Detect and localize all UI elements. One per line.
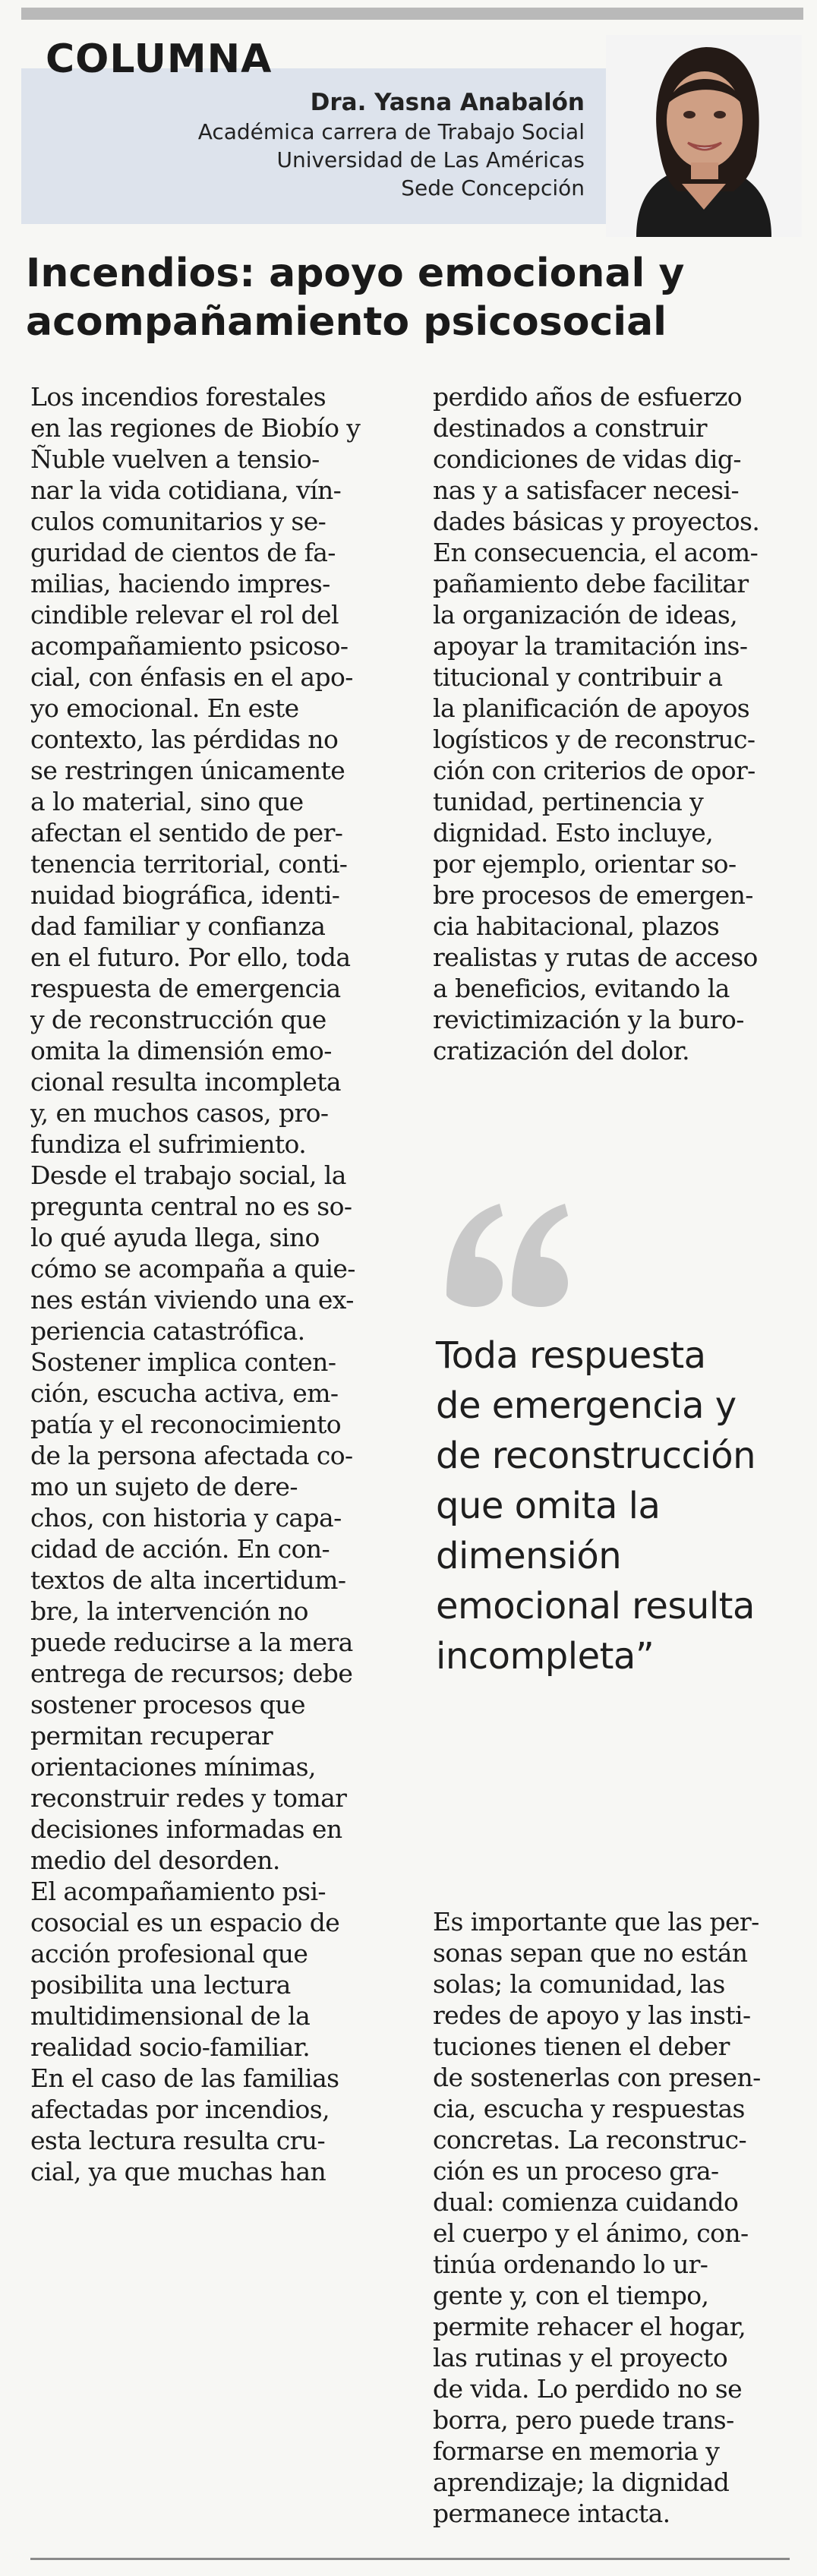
text-line: cosocial es un espacio de	[30, 1908, 340, 1937]
text-line: decisiones informadas en	[30, 1814, 342, 1844]
text-line: dades básicas y proyectos.	[433, 507, 760, 536]
text-line: en las regiones de Biobío y	[30, 413, 361, 443]
text-line: logísticos y de reconstruc-	[433, 724, 755, 754]
text-line: yo emocional. En este	[30, 693, 299, 723]
text-line: cia, escucha y respuestas	[433, 2094, 745, 2123]
text-line: y de reconstrucción que	[30, 1005, 326, 1034]
text-line: revictimización y la buro-	[433, 1005, 744, 1034]
text-line: nuidad biográfica, identi-	[30, 880, 340, 910]
text-line: periencia catastrófica.	[30, 1316, 305, 1346]
text-line: nas y a satisfacer necesi-	[433, 475, 740, 505]
text-line: lo qué ayuda llega, sino	[30, 1223, 320, 1252]
text-line: incompleta”	[436, 1635, 655, 1678]
text-line: cia habitacional, plazos	[433, 911, 720, 941]
headline-line: Incendios: apoyo emocional y	[26, 251, 685, 296]
text-line: en el futuro. Por ello, toda	[30, 942, 351, 972]
text-line: cidad de acción. En con-	[30, 1534, 330, 1564]
quote-open-icon	[439, 1196, 576, 1310]
text-line: permitan recuperar	[30, 1721, 273, 1750]
text-line: cional resulta incompleta	[30, 1067, 341, 1097]
text-line: nes están viviendo una ex-	[30, 1285, 354, 1315]
text-line: cratización del dolor.	[433, 1036, 690, 1065]
author-name: Dra. Yasna Anabalón	[310, 89, 585, 116]
text-line: realistas y rutas de acceso	[433, 942, 758, 972]
body-column-right-top	[433, 381, 790, 1066]
text-line: de la persona afectada co-	[30, 1441, 353, 1470]
text-line: concretas. La reconstruc-	[433, 2125, 747, 2155]
text-line: chos, con historia y capa-	[30, 1503, 342, 1533]
text-line: reconstruir redes y tomar	[30, 1783, 347, 1813]
text-line: realidad socio-familiar.	[30, 2032, 311, 2062]
text-line: cindible relevar el rol del	[30, 600, 339, 630]
text-line: Desde el trabajo social, la	[30, 1160, 346, 1190]
headline	[26, 249, 793, 346]
text-line: de emergencia y	[436, 1384, 737, 1427]
text-line: las rutinas y el proyecto	[433, 2343, 728, 2372]
text-line: cial, con énfasis en el apo-	[30, 662, 353, 692]
text-line: ción, escucha activa, em-	[30, 1378, 339, 1408]
text-line: solas; la comunidad, las	[433, 1969, 725, 1999]
text-line: Sostener implica conten-	[30, 1347, 336, 1377]
text-line: multidimensional de la	[30, 2001, 311, 2031]
text-line: gente y, con el tiempo,	[433, 2281, 709, 2310]
bottom-rule	[30, 2558, 790, 2560]
section-label: COLUMNA	[46, 36, 273, 82]
text-line: cial, ya que muchas han	[30, 2157, 326, 2186]
text-line: pañamiento debe facilitar	[433, 569, 749, 598]
body-column-left	[30, 381, 408, 2187]
text-line: redes de apoyo y las insti-	[433, 2000, 751, 2030]
text-line: fundiza el sufrimiento.	[30, 1129, 307, 1159]
text-line: sonas sepan que no están	[433, 1938, 748, 1968]
text-line: tunidad, pertinencia y	[433, 787, 704, 816]
text-line: apoyar la tramitación ins-	[433, 631, 748, 661]
text-line: Es importante que las per-	[433, 1907, 759, 1937]
pull-quote	[436, 1331, 800, 1681]
text-line: titucional y contribuir a	[433, 662, 723, 692]
text-line: cómo se acompaña a quie-	[30, 1254, 355, 1283]
text-line: culos comunitarios y se-	[30, 507, 326, 536]
text-line: dad familiar y confianza	[30, 911, 326, 941]
text-line: permanece intacta.	[433, 2499, 670, 2528]
text-line: dimensión	[436, 1535, 622, 1577]
author-affiliation-line: Sede Concepción	[401, 175, 585, 200]
text-line: El acompañamiento psi-	[30, 1877, 326, 1906]
text-line: bre procesos de emergen-	[433, 880, 753, 910]
text-line: posibilita una lectura	[30, 1970, 291, 2000]
text-line: respuesta de emergencia	[30, 974, 341, 1003]
text-line: que omita la	[436, 1485, 661, 1527]
text-line: aprendizaje; la dignidad	[433, 2467, 730, 2497]
text-line: de reconstrucción	[436, 1435, 756, 1477]
text-line: esta lectura resulta cru-	[30, 2126, 326, 2155]
text-line: Ñuble vuelven a tensio-	[30, 444, 320, 474]
headline-line: acompañamiento psicosocial	[26, 299, 667, 345]
text-line: medio del desorden.	[30, 1845, 280, 1875]
text-line: En consecuencia, el acom-	[433, 538, 759, 567]
text-line: mo un sujeto de dere-	[30, 1472, 298, 1501]
text-line: y, en muchos casos, pro-	[30, 1098, 329, 1128]
author-byline	[137, 87, 585, 202]
text-line: Los incendios forestales	[30, 382, 326, 412]
text-line: puede reducirse a la mera	[30, 1627, 353, 1657]
text-line: afectadas por incendios,	[30, 2095, 330, 2124]
text-line: tenencia territorial, conti-	[30, 849, 348, 879]
text-line: afectan el sentido de per-	[30, 818, 343, 848]
text-line: acción profesional que	[30, 1939, 308, 1968]
text-line: nar la vida cotidiana, vín-	[30, 475, 342, 505]
text-line: patía y el reconocimiento	[30, 1410, 342, 1439]
text-line: ción es un proceso gra-	[433, 2156, 719, 2186]
quote-glyph	[439, 1196, 576, 1310]
text-line: borra, pero puede trans-	[433, 2405, 734, 2435]
text-line: guridad de cientos de fa-	[30, 538, 336, 567]
text-line: emocional resulta	[436, 1585, 755, 1627]
text-line: tinúa ordenando lo ur-	[433, 2249, 708, 2279]
body-column-right-bottom	[433, 1906, 790, 2529]
text-line: textos de alta incertidum-	[30, 1565, 346, 1595]
text-line: milias, haciendo impres-	[30, 569, 330, 598]
text-line: acompañamiento psicoso-	[30, 631, 349, 661]
text-line: Toda respuesta	[436, 1334, 706, 1377]
text-line: el cuerpo y el ánimo, con-	[433, 2218, 749, 2248]
text-line: pregunta central no es so-	[30, 1192, 352, 1221]
author-affiliation-line: Universidad de Las Américas	[276, 147, 585, 172]
text-line: a beneficios, evitando la	[433, 974, 730, 1003]
text-line: de vida. Lo perdido no se	[433, 2374, 743, 2404]
text-line: a lo material, sino que	[30, 787, 304, 816]
text-line: la organización de ideas,	[433, 600, 738, 630]
text-line: dignidad. Esto incluye,	[433, 818, 714, 848]
text-line: destinados a construir	[433, 413, 707, 443]
text-line: bre, la intervención no	[30, 1596, 308, 1626]
text-line: la planificación de apoyos	[433, 693, 750, 723]
text-line: sostener procesos que	[30, 1690, 305, 1719]
text-line: tuciones tienen el deber	[433, 2031, 730, 2061]
text-line: En el caso de las familias	[30, 2063, 339, 2093]
text-line: entrega de recursos; debe	[30, 1659, 353, 1688]
text-line: perdido años de esfuerzo	[433, 382, 743, 412]
author-portrait-illustration	[606, 35, 802, 237]
text-line: omita la dimensión emo-	[30, 1036, 332, 1065]
text-line: dual: comienza cuidando	[433, 2187, 739, 2217]
text-line: contexto, las pérdidas no	[30, 724, 339, 754]
text-line: de sostenerlas con presen-	[433, 2063, 761, 2092]
text-line: ción con criterios de opor-	[433, 756, 755, 785]
top-rule	[21, 8, 803, 20]
author-affiliation-line: Académica carrera de Trabajo Social	[197, 119, 585, 144]
text-line: formarse en memoria y	[433, 2436, 720, 2466]
text-line: condiciones de vidas dig-	[433, 444, 741, 474]
text-line: se restringen únicamente	[30, 756, 345, 785]
author-photo	[606, 35, 802, 237]
text-line: permite rehacer el hogar,	[433, 2312, 746, 2341]
text-line: por ejemplo, orientar so-	[433, 849, 737, 879]
text-line: orientaciones mínimas,	[30, 1752, 316, 1782]
